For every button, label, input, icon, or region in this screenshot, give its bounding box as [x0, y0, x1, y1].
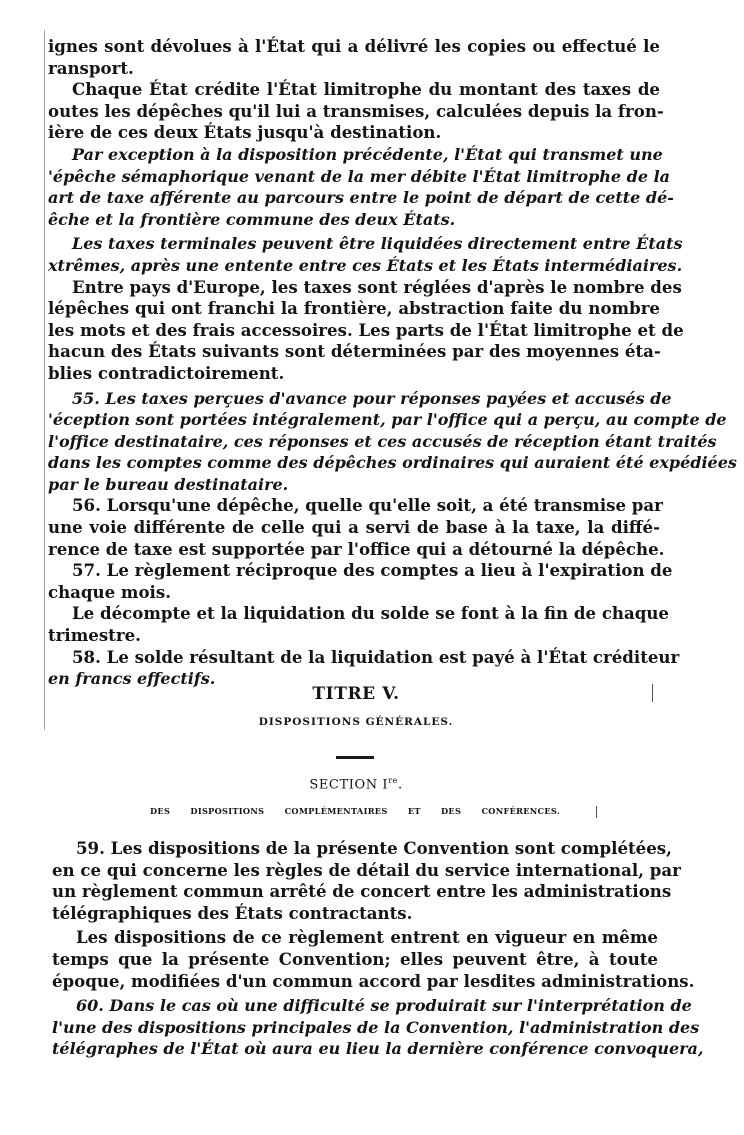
text-line: êche et la frontière commune des deux États.: [48, 209, 456, 229]
text-line: art de taxe afférente au parcours entre le point de départ de cette dé-: [48, 188, 674, 208]
text-line: 59. Les dispositions de la présente Convention sont complétées,: [76, 838, 672, 858]
title-subheading: DISPOSITIONS GÉNÉRALES.: [258, 716, 454, 728]
heading-divider-rule: [336, 756, 374, 759]
section-heading: [48, 776, 664, 792]
text-line: Chaque État crédite l'État limitrophe du montant des taxes de: [72, 79, 660, 100]
text-line: trimestre.: [48, 625, 141, 646]
text-line: les mots et des frais accessoires. Les parts de l'État limitrophe et de: [48, 319, 684, 340]
text-line: xtrêmes, après une entente entre ces États et les États intermédiaires.: [48, 255, 683, 275]
section-heading-dot: .: [397, 777, 403, 793]
text-line: hacun des États suivants sont déterminées par des moyennes éta-: [48, 341, 661, 362]
text-line: ransport.: [48, 57, 134, 78]
text-line: 'éception sont portées intégralement, par l'office qui a perçu, au compte de: [48, 410, 727, 430]
text-line: dans les comptes comme des dépêches ordinaires qui auraient été expédiées: [48, 453, 737, 473]
title-heading: TITRE V.: [312, 684, 400, 704]
text-line: Par exception à la disposition précédente, l'État qui transmet une: [72, 144, 663, 164]
section-heading-label: SECTION I: [309, 777, 389, 793]
text-line: l'une des dispositions principales de la Convention, l'administration des: [52, 1017, 700, 1037]
upper-text-block: [48, 36, 737, 690]
text-line: chaque mois.: [48, 581, 171, 602]
text-line: télégraphiques des États contractants.: [52, 902, 413, 923]
text-line: par le bureau destinataire.: [48, 474, 289, 494]
lower-text-block: [52, 838, 704, 1060]
section-subheading: DES DISPOSITIONS COMPLÉMENTAIRES ET DES CONFÉRENCES.: [150, 806, 560, 816]
margin-tick-mark: [652, 684, 653, 702]
text-line: lépêches qui ont franchi la frontière, abstraction faite du nombre: [48, 298, 660, 319]
text-line: outes les dépêches qu'il lui a transmises, calculées depuis la fron-: [48, 100, 664, 121]
text-line: télégraphes de l'État où aura eu lieu la dernière conférence convoquera,: [52, 1039, 704, 1059]
text-line: Les dispositions de ce règlement entrent en vigueur en même: [76, 927, 658, 948]
text-line: Entre pays d'Europe, les taxes sont réglées d'après le nombre des: [72, 276, 682, 297]
text-line: 56. Lorsqu'une dépêche, quelle qu'elle soit, a été transmise par: [72, 495, 663, 516]
text-line: Les taxes terminales peuvent être liquidées directement entre États: [72, 234, 683, 254]
text-line: l'office destinataire, ces réponses et ces accusés de réception étant traités: [48, 431, 717, 451]
text-line: ière de ces deux États jusqu'à destination.: [48, 122, 442, 143]
text-line: temps que la présente Convention; elles peuvent être, à toute: [52, 948, 658, 969]
section-heading-superscript: re: [388, 776, 398, 785]
text-line: 57. Le règlement réciproque des comptes a lieu à l'expiration de: [72, 560, 673, 581]
text-line: en ce qui concerne les règles de détail du service international, par: [52, 859, 681, 880]
text-line: blies contradictoirement.: [48, 362, 285, 383]
text-line: un règlement commun arrêté de concert entre les administrations: [52, 881, 672, 902]
text-line: Le décompte et la liquidation du solde se font à la fin de chaque: [72, 603, 669, 624]
text-line: 55. Les taxes perçues d'avance pour réponses payées et accusés de: [72, 388, 672, 408]
text-line: 60. Dans le cas où une difficulté se produirait sur l'interprétation de: [76, 996, 692, 1016]
page-left-margin-rule: [44, 30, 45, 730]
text-line: ignes sont dévolues à l'État qui a délivré les copies ou effectué le: [48, 36, 660, 56]
text-line: 58. Le solde résultant de la liquidation est payé à l'État créditeur: [72, 646, 680, 667]
text-line: une voie différente de celle qui a servi de base à la taxe, la diffé-: [48, 517, 660, 538]
text-line: rence de taxe est supportée par l'office qui a détourné la dépêche.: [48, 538, 665, 559]
text-line: époque, modifiées d'un commun accord par lesdites administrations.: [52, 970, 695, 991]
margin-tick-mark: [596, 806, 597, 818]
text-line: en francs effectifs.: [48, 669, 216, 689]
text-line: 'épêche sémaphorique venant de la mer débite l'État limitrophe de la: [48, 166, 671, 186]
